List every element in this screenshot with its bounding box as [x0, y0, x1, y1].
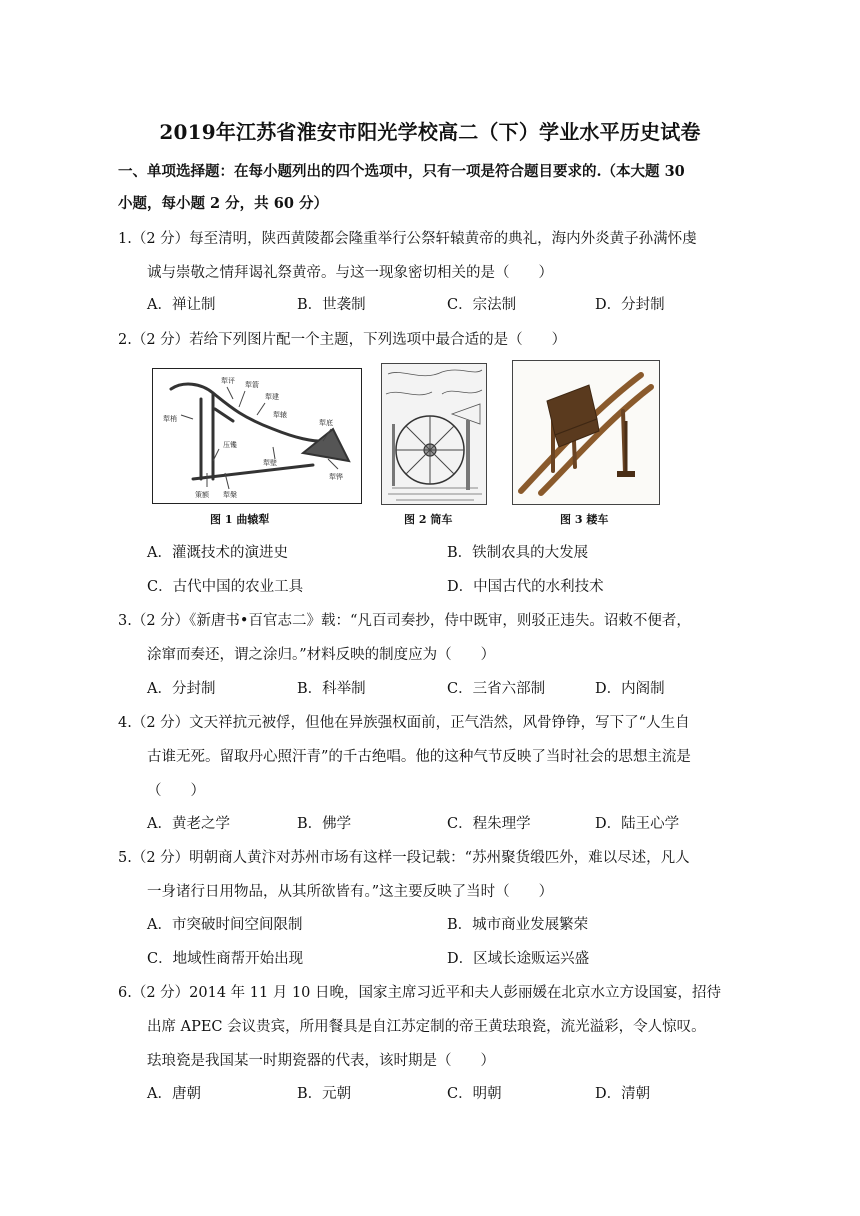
question-4-line2: 古谁无死。留取丹心照汗青”的千古绝唱。他的这种气节反映了当时社会的思想主流是 [147, 749, 691, 765]
q4-option-b[interactable]: B．佛学 [297, 816, 352, 832]
q4-option-c[interactable]: C．程朱理学 [447, 816, 531, 832]
q6-option-a[interactable]: A．唐朝 [147, 1086, 201, 1102]
q5-option-d[interactable]: D．区域长途贩运兴盛 [447, 951, 590, 967]
q6-option-c[interactable]: C．明朝 [447, 1086, 502, 1102]
q2-option-c[interactable]: C．古代中国的农业工具 [147, 579, 304, 595]
plow-label-5: 犁辕 [273, 411, 287, 419]
q5-option-a[interactable]: A．市突破时间空间限制 [147, 917, 303, 933]
plow-label-9: 犁壁 [263, 459, 277, 467]
figure-1-plow [152, 368, 362, 504]
seed-drill-illustration [513, 361, 659, 504]
q1-option-d[interactable]: D．分封制 [595, 297, 665, 313]
figure-3-caption: 图 3 耧车 [560, 513, 609, 526]
q4-option-a[interactable]: A．黄老之学 [147, 816, 230, 832]
question-6-line1: 6.（2 分）2014 年 11 月 10 日晚，国家主席习近平和夫人彭丽媛在北京水立方设国宴，招待 [118, 985, 722, 1001]
plow-illustration [153, 369, 361, 503]
q6-option-b[interactable]: B．元朝 [297, 1086, 352, 1102]
question-4-line3: （ ） [147, 783, 205, 799]
q5-option-c[interactable]: C．地域性商帮开始出现 [147, 951, 304, 967]
question-5-line2: 一身诸行日用物品，从其所欲皆有。”这主要反映了当时（ ） [147, 884, 554, 900]
q3-option-b[interactable]: B．科举制 [297, 681, 366, 697]
plow-label-2: 犁箭 [245, 381, 259, 389]
figure-3-seed-drill [512, 360, 660, 505]
plow-label-11: 犁槃 [223, 491, 237, 499]
section-heading-line1: 一、单项选择题：在每小题列出的四个选项中，只有一项是符合题目要求的.（本大题 30 [118, 163, 685, 180]
question-6-line2: 出席 APEC 会议贵宾，所用餐具是自江苏定制的帝王黄珐琅瓷，流光溢彩，令人惊叹。 [147, 1019, 706, 1035]
question-1-line1: 1.（2 分）每至清明，陕西黄陵都会隆重举行公祭轩辕黄帝的典礼，海内外炎黄子孙满怀虔 [118, 231, 697, 247]
q5-option-b[interactable]: B．城市商业发展繁荣 [447, 917, 589, 933]
question-1-line2: 诚与崇敬之情拜谒礼祭黄帝。与这一现象密切相关的是（ ） [147, 265, 553, 281]
question-2-line1: 2.（2 分）若给下列图片配一个主题，下列选项中最合适的是（ ） [118, 332, 567, 348]
question-4-line1: 4.（2 分）文天祥抗元被俘，但他在异族强权面前，正气浩然，风骨铮铮，写下了“人生自 [118, 715, 690, 731]
q4-option-d[interactable]: D．陆王心学 [595, 816, 680, 832]
figure-2-water-wheel [381, 363, 487, 505]
plow-label-7: 犁底 [319, 419, 333, 427]
plow-label-8: 犁铧 [329, 473, 343, 481]
figure-1-caption: 图 1 曲辕犁 [210, 513, 270, 526]
q2-option-d[interactable]: D．中国古代的水利技术 [447, 579, 604, 595]
question-3-line1: 3.（2 分）《新唐书•百官志二》载：“凡百司奏抄，侍中既审，则驳正违失。诏敕不便者， [118, 613, 691, 629]
q3-option-c[interactable]: C．三省六部制 [447, 681, 546, 697]
q2-option-a[interactable]: A．灌溉技术的演进史 [147, 545, 288, 561]
q3-option-a[interactable]: A．分封制 [147, 681, 216, 697]
plow-label-10: 策额 [195, 491, 209, 499]
plow-label-4: 犁梢 [163, 415, 177, 423]
section-heading-line2: 小题，每小题 2 分，共 60 分） [118, 195, 328, 212]
q2-option-b[interactable]: B．铁制农具的大发展 [447, 545, 589, 561]
q1-option-c[interactable]: C．宗法制 [447, 297, 517, 313]
plow-label-1: 犁评 [221, 377, 235, 385]
question-3-line2: 涂窜而奏还，谓之涂归。”材料反映的制度应为（ ） [147, 647, 496, 663]
plow-label-6: 压镵 [223, 441, 237, 449]
q3-option-d[interactable]: D．内阁制 [595, 681, 665, 697]
question-6-line3: 珐琅瓷是我国某一时期瓷器的代表，该时期是（ ） [147, 1053, 495, 1069]
plow-label-3: 犁建 [265, 393, 279, 401]
question-5-line1: 5.（2 分）明朝商人黄汴对苏州市场有这样一段记载：“苏州聚货缎匹外，难以尽述，凡人 [118, 850, 690, 866]
water-wheel-illustration [382, 364, 486, 504]
q6-option-d[interactable]: D．清朝 [595, 1086, 651, 1102]
q1-option-b[interactable]: B．世袭制 [297, 297, 366, 313]
q1-option-a[interactable]: A．禅让制 [147, 297, 216, 313]
figure-2-caption: 图 2 筒车 [404, 513, 453, 526]
page-title: 2019年江苏省淮安市阳光学校高二（下）学业水平历史试卷 [159, 120, 701, 144]
